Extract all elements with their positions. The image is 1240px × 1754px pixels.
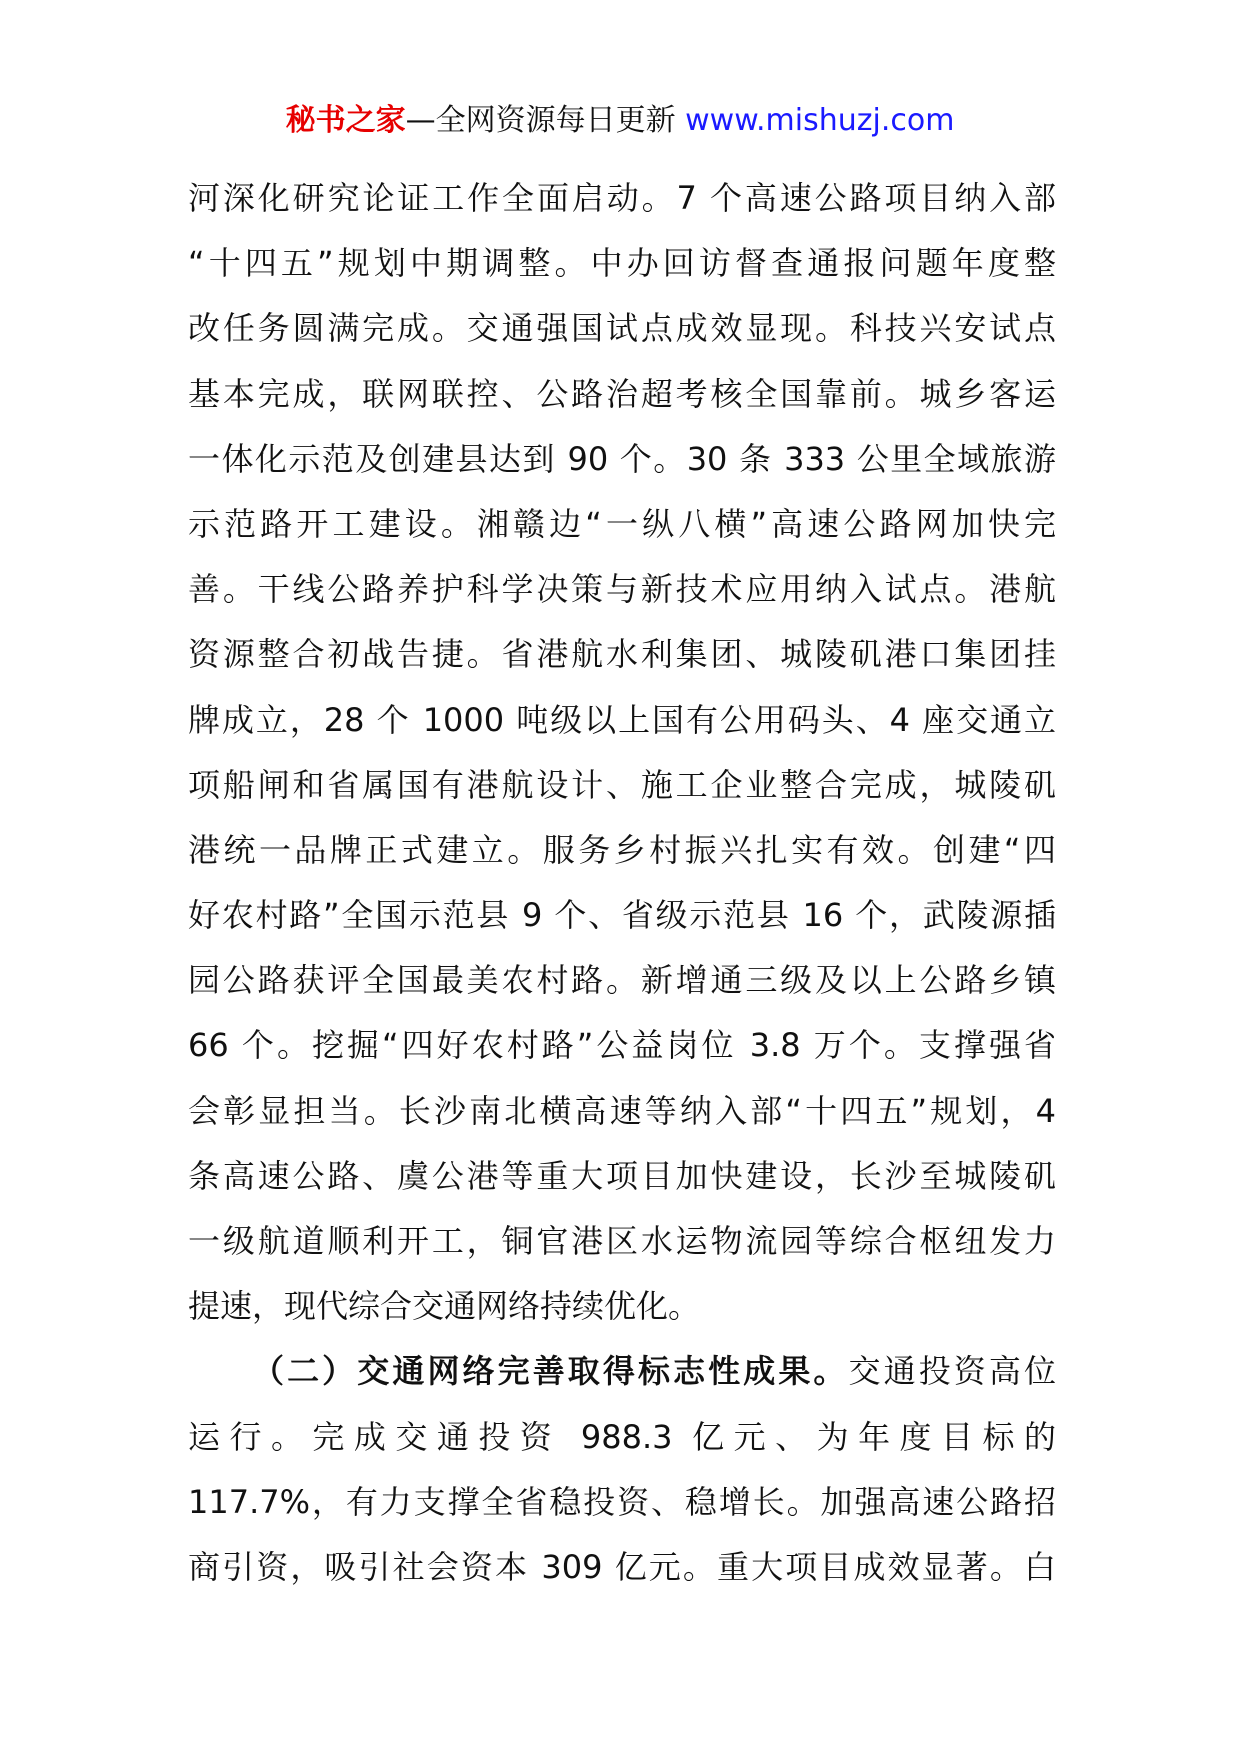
paragraph-line: 会彰显担当。长沙南北横高速等纳入部“十四五”规划，4	[188, 1091, 1056, 1130]
paragraph-line: 运行。完成交通投资 988.3 亿元、为年度目标的	[188, 1417, 1056, 1456]
paragraph-line: 项船闸和省属国有港航设计、施工企业整合完成，城陵矶	[188, 765, 1056, 804]
paragraph-line: 园公路获评全国最美农村路。新增通三级及以上公路乡镇	[188, 961, 1056, 1000]
paragraph-line: 商引资，吸引社会资本 309 亿元。重大项目成效显著。白	[188, 1547, 1056, 1586]
paragraph-line: 66 个。挖掘“四好农村路”公益岗位 3.8 万个。支撑强省	[188, 1026, 1056, 1065]
section-heading-rest: 交通投资高位	[848, 1352, 1056, 1391]
paragraph-line: 基本完成，联网联控、公路治超考核全国靠前。城乡客运	[188, 374, 1056, 413]
paragraph-line: 117.7%，有力支撑全省稳投资、稳增长。加强高速公路招	[188, 1482, 1056, 1521]
paragraph-line: 一体化示范及创建县达到 90 个。30 条 333 公里全域旅游	[188, 439, 1056, 478]
body-text	[188, 166, 1056, 1600]
paragraph-line: 示范路开工建设。湘赣边“一纵八横”高速公路网加快完	[188, 504, 1056, 543]
paragraph-line: 牌成立，28 个 1000 吨级以上国有公用码头、4 座交通立	[188, 700, 1056, 739]
paragraph-line: 改任务圆满完成。交通强国试点成效显现。科技兴安试点	[188, 309, 1056, 348]
site-brand: 秘书之家	[285, 103, 406, 138]
section-heading: （二）交通网络完善取得标志性成果。	[252, 1352, 849, 1391]
site-header	[0, 98, 1240, 144]
paragraph-line: 港统一品牌正式建立。服务乡村振兴扎实有效。创建“四	[188, 830, 1056, 869]
paragraph-line: 资源整合初战告捷。省港航水利集团、城陵矶港口集团挂	[188, 635, 1056, 674]
paragraph-line: 条高速公路、虞公港等重大项目加快建设，长沙至城陵矶	[188, 1156, 1056, 1195]
paragraph-line: “十四五”规划中期调整。中办回访督查通报问题年度整	[188, 244, 1056, 283]
site-url-link[interactable]: www.mishuzj.com	[685, 103, 955, 138]
site-tagline: —全网资源每日更新	[405, 103, 686, 138]
paragraph-line: 好农村路”全国示范县 9 个、省级示范县 16 个，武陵源插	[188, 896, 1056, 935]
paragraph-line: 河深化研究论证工作全面启动。7 个高速公路项目纳入部	[188, 179, 1056, 217]
paragraph-line: 善。干线公路养护科学决策与新技术应用纳入试点。港航	[188, 570, 1056, 609]
section-heading-line	[188, 1339, 1056, 1404]
paragraph-line: 提速，现代综合交通网络持续优化。	[188, 1287, 701, 1326]
paragraph-line: 一级航道顺利开工，铜官港区水运物流园等综合枢纽发力	[188, 1222, 1056, 1260]
